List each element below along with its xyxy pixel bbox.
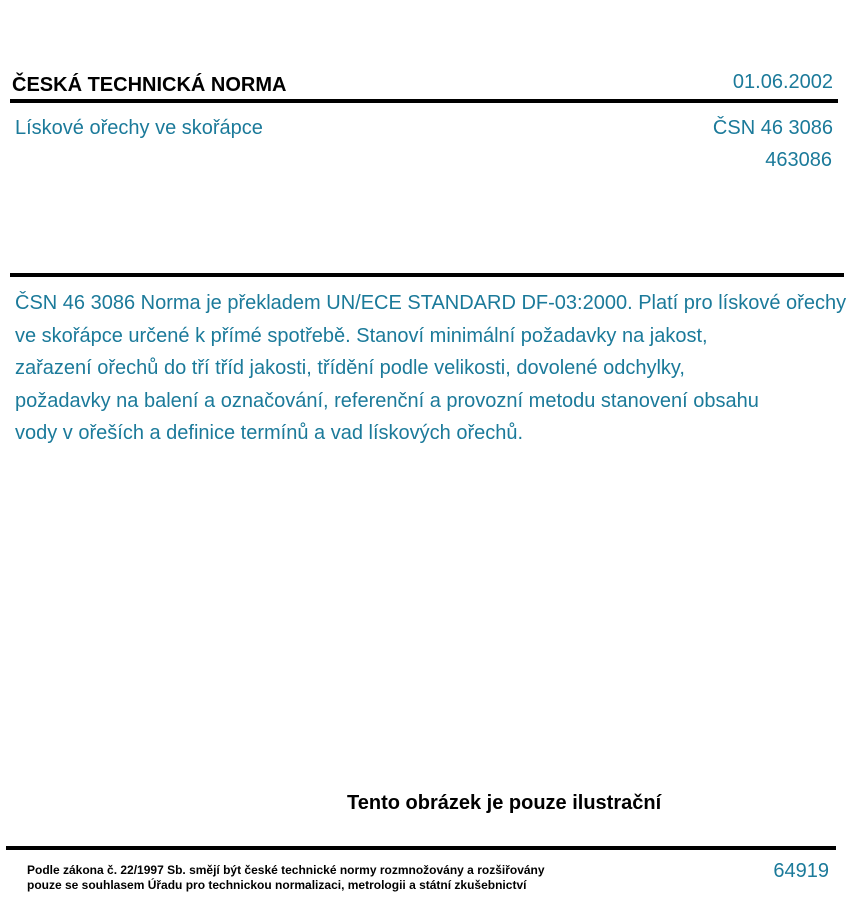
footer-divider — [6, 846, 836, 850]
abstract-text — [15, 287, 846, 450]
legal-notice-line: Podle zákona č. 22/1997 Sb. smějí být české technické normy rozmnožovány a rozšiřovány — [27, 863, 545, 877]
abstract-line: zařazení ořechů do tří tříd jakosti, třídění podle velikosti, dovolené odchylky, — [15, 357, 685, 379]
abstract-line: ve skořápce určené k přímé spotřebě. Stanoví minimální požadavky na jakost, — [15, 324, 708, 347]
abstract-line: požadavky na balení a označování, referenční a provozní metodu stanovení obsahu — [15, 389, 759, 412]
section-divider — [10, 273, 844, 277]
illustration-disclaimer: Tento obrázek je pouze ilustrační — [347, 792, 662, 814]
standard-number: ČSN 46 3086 — [712, 117, 833, 139]
legal-notice — [27, 863, 545, 893]
header-divider — [10, 99, 838, 103]
classification-number: 463086 — [765, 149, 832, 171]
legal-notice-line: pouze se souhlasem Úřadu pro technickou normalizaci, metrologii a státní zkušebnictví — [27, 878, 527, 892]
publication-date: 01.06.2002 — [732, 71, 833, 93]
catalog-code: 64919 — [773, 860, 829, 882]
abstract-line: vody v ořeších a definice termínů a vad lískových ořechů. — [15, 422, 524, 444]
standard-header-title: ČESKÁ TECHNICKÁ NORMA — [12, 74, 287, 96]
document-title: Lískové ořechy ve skořápce — [15, 117, 263, 139]
abstract-line: ČSN 46 3086 Norma je překladem UN/ECE STANDARD DF-03:2000. Platí pro lískové ořechy — [15, 292, 847, 314]
